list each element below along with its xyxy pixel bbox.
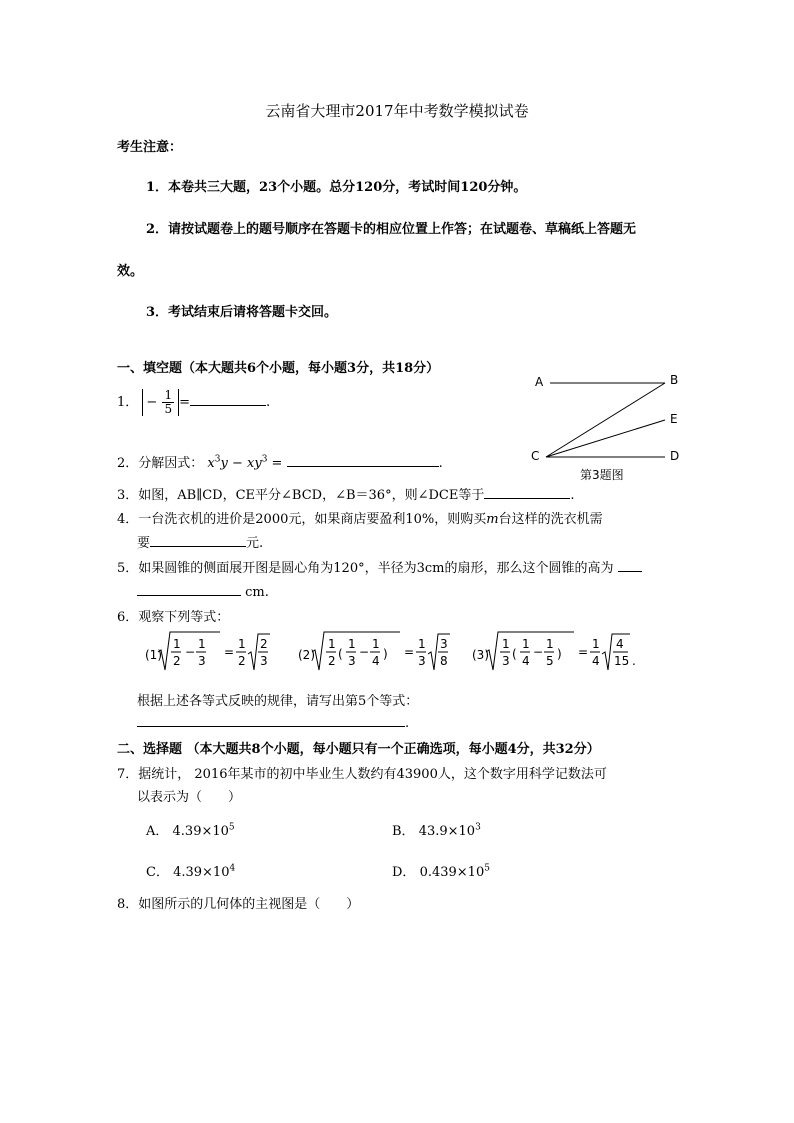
equation-2 xyxy=(298,632,450,670)
svg-text:4: 4 xyxy=(592,654,600,668)
svg-text:1: 1 xyxy=(238,637,246,651)
svg-text:1: 1 xyxy=(173,637,181,651)
question-8: 8．如图所示的几何体的主视图是（ ） xyxy=(117,897,360,912)
option-d[interactable]: D． $0.439\times 10^5$ xyxy=(392,863,490,880)
notice-item-2-cont: 效。 xyxy=(117,264,144,279)
equation-1 xyxy=(145,632,270,670)
svg-text:2: 2 xyxy=(328,654,336,668)
question-3: 3．如图，AB∥CD，CE平分∠BCD，∠B＝36°，则∠DCE等于 . xyxy=(117,484,574,503)
svg-text:3: 3 xyxy=(502,654,510,668)
svg-text:3: 3 xyxy=(440,637,448,651)
answer-blank-5-cont[interactable] xyxy=(137,581,241,596)
question-7-cont: 以表示为（ ） xyxy=(137,790,242,805)
svg-text:−: − xyxy=(533,645,544,659)
svg-text:1: 1 xyxy=(546,637,554,651)
question-7: 7．据统计， 2016年某市的初中毕业生人数约有43900人，这个数字用科学记数法可 xyxy=(117,767,607,782)
answer-blank-4[interactable] xyxy=(150,532,246,547)
q6-rule: 根据上述各等式反映的规律，请写出第5个等式： xyxy=(137,694,419,709)
fraction: $\frac{1}{5}$ xyxy=(164,388,173,416)
question-4: 4．一台洗衣机的进价是2000元，如果商店要盈利10%，则购买m台这样的洗衣机需 xyxy=(117,512,603,527)
svg-text:): ) xyxy=(383,647,388,661)
svg-text:(: ( xyxy=(338,647,343,661)
question-4-cont: 要 元. xyxy=(137,532,263,551)
svg-text:3: 3 xyxy=(198,654,206,668)
q1-number: 1． xyxy=(117,395,139,410)
notice-item-3: 3．考试结束后请将答题卡交回。 xyxy=(146,305,338,320)
svg-text:2: 2 xyxy=(260,637,268,651)
question-5: 5．如果圆锥的侧面展开图是圆心角为120°，半径为3cm的扇形，那么这个圆锥的高为 xyxy=(117,557,642,576)
svg-text:3: 3 xyxy=(348,654,356,668)
absolute-value: − $\frac{1}{5}$ xyxy=(142,389,179,416)
answer-blank-2[interactable] xyxy=(287,452,439,467)
answer-blank-1[interactable] xyxy=(190,391,266,406)
svg-text:4: 4 xyxy=(522,654,530,668)
question-1: 1． − $\frac{1}{5}$ = . xyxy=(117,388,271,416)
svg-text:(3): (3) xyxy=(472,648,489,662)
label-c: C xyxy=(531,449,540,463)
q3-figure xyxy=(528,370,688,485)
svg-text:=: = xyxy=(578,645,589,659)
label-e: E xyxy=(670,412,678,426)
equation-3 xyxy=(472,632,636,670)
svg-text:3: 3 xyxy=(418,654,426,668)
option-b[interactable]: B． $43.9\times 10^3$ xyxy=(392,822,481,839)
svg-text:1: 1 xyxy=(328,637,336,651)
svg-text:1: 1 xyxy=(348,637,356,651)
question-2: 2．分解因式： $x^3y - xy^3$ = . xyxy=(117,452,443,471)
svg-text:1: 1 xyxy=(372,637,380,651)
option-c[interactable]: C． $4.39\times 10^4$ xyxy=(146,863,236,880)
svg-text:4: 4 xyxy=(616,637,624,651)
svg-text:3: 3 xyxy=(260,654,268,668)
label-a: A xyxy=(535,375,544,389)
question-5-cont: cm. xyxy=(137,581,269,600)
svg-text:5: 5 xyxy=(546,654,554,668)
svg-text:1: 1 xyxy=(522,637,530,651)
svg-text:=: = xyxy=(404,645,415,659)
notice-item-1: 1．本卷共三大题，23个小题。总分120分，考试时间120分钟。 xyxy=(146,180,527,195)
svg-text:1: 1 xyxy=(418,637,426,651)
page-title: 云南省大理市2017年中考数学模拟试卷 xyxy=(265,102,529,120)
option-a[interactable]: A． $4.39\times 10^5$ xyxy=(146,822,235,839)
line-cb xyxy=(546,383,665,457)
svg-text:(1): (1) xyxy=(145,648,162,662)
svg-text:): ) xyxy=(557,647,562,661)
svg-text:1: 1 xyxy=(502,637,510,651)
svg-text:2: 2 xyxy=(238,654,246,668)
svg-text:15: 15 xyxy=(614,654,630,668)
notice-heading: 考生注意： xyxy=(117,140,183,155)
svg-text:(2): (2) xyxy=(298,648,315,662)
svg-text:1: 1 xyxy=(592,637,600,651)
section2-heading: 二、选择题 （本大题共8个小题，每小题只有一个正确选项，每小题4分，共32分） xyxy=(117,742,600,757)
label-d: D xyxy=(670,449,680,463)
figure-caption: 第3题图 xyxy=(580,468,624,482)
svg-text:8: 8 xyxy=(440,654,448,668)
svg-text:4: 4 xyxy=(372,654,380,668)
svg-text:−: − xyxy=(185,645,196,659)
notice-item-2: 2．请按试题卷上的题号顺序在答题卡的相应位置上作答；在试题卷、草稿纸上答题无 xyxy=(146,222,637,237)
label-b: B xyxy=(670,373,679,387)
q6-equations xyxy=(140,628,640,678)
q6-answer-line: . xyxy=(137,712,409,731)
svg-text:(: ( xyxy=(512,647,517,661)
svg-text:1: 1 xyxy=(198,637,206,651)
answer-blank-6[interactable] xyxy=(137,712,405,727)
answer-blank-3[interactable] xyxy=(484,484,570,499)
svg-text:2: 2 xyxy=(173,654,181,668)
answer-blank-5[interactable] xyxy=(618,557,642,572)
line-ce xyxy=(546,420,665,457)
svg-text:.: . xyxy=(632,654,636,668)
svg-text:=: = xyxy=(224,645,235,659)
svg-text:−: − xyxy=(359,645,370,659)
section1-heading: 一、填空题（本大题共6个小题，每小题3分，共18分） xyxy=(117,361,440,376)
question-6: 6．观察下列等式： xyxy=(117,610,230,625)
